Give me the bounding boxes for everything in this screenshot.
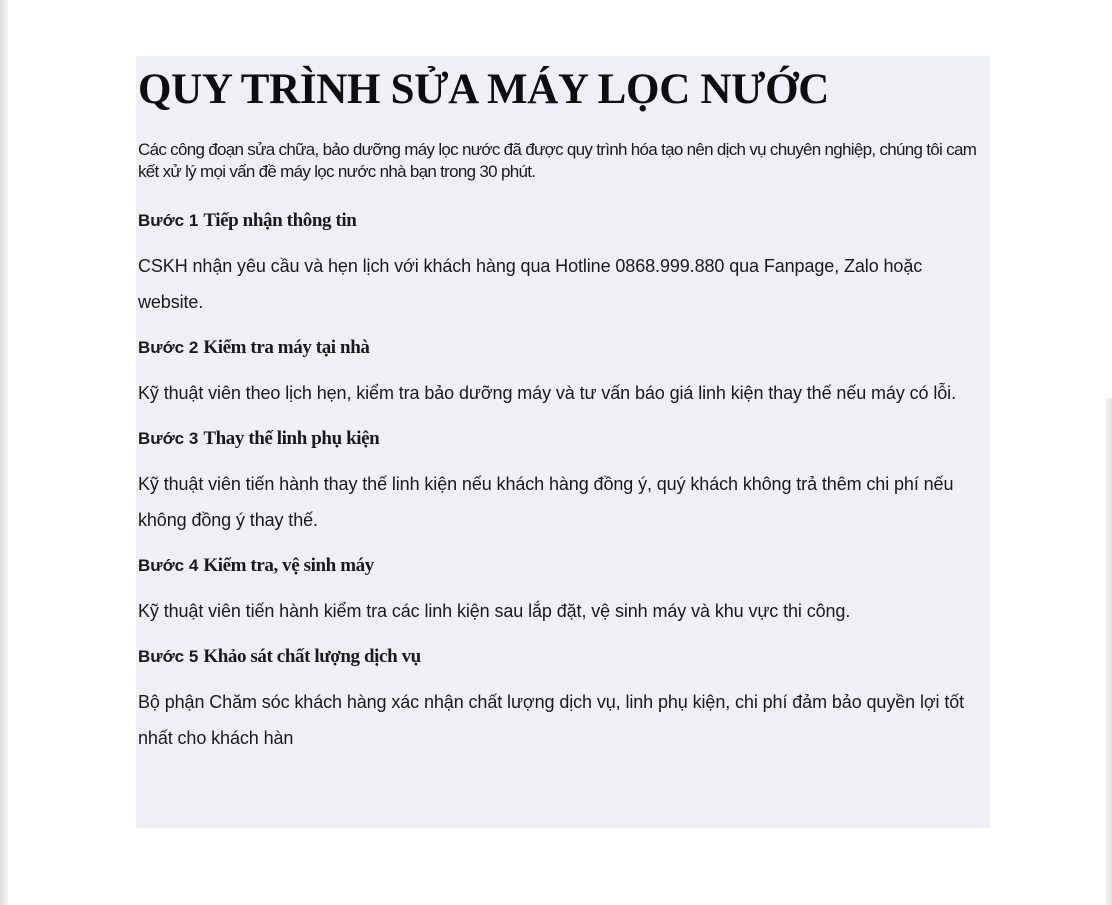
- step-description: Bộ phận Chăm sóc khách hàng xác nhận chất lượng dịch vụ, linh phụ kiện, chi phí đảm bảo quyền lợi tốt nhất cho khách hàn: [138, 692, 965, 748]
- step-label: Bước 5: [138, 647, 199, 666]
- page-edge-right: [1106, 398, 1112, 905]
- step-label: Bước 3: [138, 429, 199, 448]
- page-edge-left: [0, 0, 8, 905]
- step-2: [138, 336, 990, 411]
- step-3: [138, 427, 990, 538]
- step-description: Kỹ thuật viên tiến hành kiểm tra các linh kiện sau lắp đặt, vệ sinh máy và khu vực thi công.: [138, 601, 851, 621]
- step-1: [138, 209, 990, 320]
- step-5: [138, 645, 990, 756]
- step-title: Kiểm tra máy tại nhà: [203, 337, 370, 358]
- step-title: Thay thế linh phụ kiện: [203, 428, 380, 449]
- step-heading: [138, 427, 990, 450]
- step-heading: [138, 336, 990, 359]
- document-content: [136, 56, 990, 828]
- step-heading: [138, 209, 990, 232]
- step-label: Bước 2: [138, 338, 199, 357]
- step-label: Bước 1: [138, 211, 199, 230]
- step-description: Kỹ thuật viên theo lịch hẹn, kiểm tra bảo dưỡng máy và tư vấn báo giá linh kiện thay thế nếu máy có lỗi.: [138, 383, 956, 403]
- page-title: QUY TRÌNH SỬA MÁY LỌC NƯỚC: [138, 66, 829, 113]
- step-title: Tiếp nhận thông tin: [203, 210, 357, 231]
- intro-paragraph: Các công đoạn sửa chữa, bảo dưỡng máy lọc nước đã được quy trình hóa tạo nên dịch vụ chuyên nghiệp, chúng tôi cam kết xử lý mọi vấn đề máy lọc nước nhà bạn trong 30 phút.: [138, 140, 977, 181]
- step-description: CSKH nhận yêu cầu và hẹn lịch với khách hàng qua Hotline 0868.999.880 qua Fanpage, Zalo hoặc website.: [138, 256, 923, 312]
- step-title: Kiểm tra, vệ sinh máy: [203, 555, 374, 576]
- step-4: [138, 554, 990, 629]
- step-label: Bước 4: [138, 556, 199, 575]
- step-title: Khảo sát chất lượng dịch vụ: [203, 646, 421, 667]
- step-description: Kỹ thuật viên tiến hành thay thế linh kiện nếu khách hàng đồng ý, quý khách không trả thêm chi phí nếu không đồng ý thay thế.: [138, 474, 954, 530]
- step-heading: [138, 554, 990, 577]
- step-heading: [138, 645, 990, 668]
